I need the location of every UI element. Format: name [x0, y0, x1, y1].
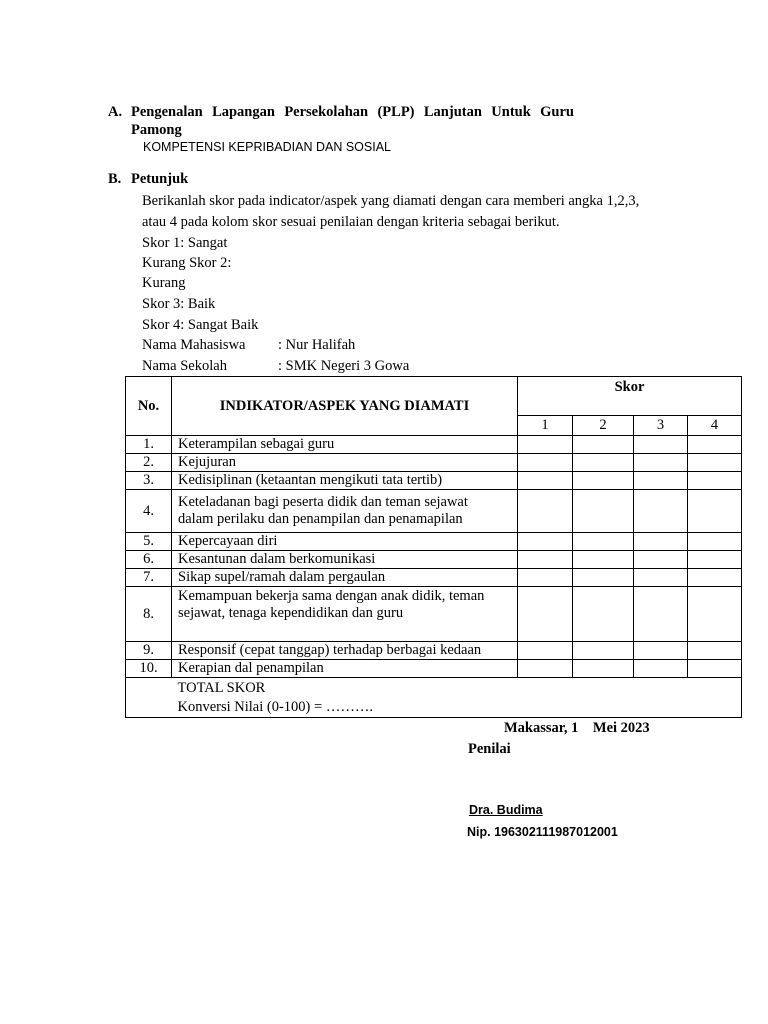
table-row — [126, 490, 742, 533]
table-row — [126, 660, 742, 678]
score-cell[interactable] — [688, 490, 742, 533]
score-cell[interactable] — [688, 587, 742, 642]
school-name-label: Nama Sekolah — [142, 358, 227, 374]
row-number: 9. — [126, 642, 172, 660]
konversi-label: Konversi Nilai (0-100) = ………. — [172, 699, 742, 718]
row-indicator: Kerapian dal penampilan — [172, 660, 518, 678]
row-number: 10. — [126, 660, 172, 678]
section-a-title-line2: Pamong — [131, 122, 182, 138]
instruction-line-1: Berikanlah skor pada indicator/aspek yang diamati dengan cara memberi angka 1,2,3, — [142, 193, 640, 209]
section-a-title-line1: Pengenalan Lapangan Persekolahan (PLP) Lanjutan Untuk Guru — [131, 104, 574, 120]
score-cell[interactable] — [573, 642, 634, 660]
konversi-row — [126, 699, 742, 718]
score-cell[interactable] — [518, 642, 573, 660]
total-row — [126, 678, 742, 699]
section-b-letter: B. — [108, 171, 122, 187]
criteria-line: Skor 1: Sangat — [142, 235, 228, 251]
header-skor: Skor — [518, 377, 742, 416]
score-cell[interactable] — [688, 642, 742, 660]
score-cell[interactable] — [634, 472, 688, 490]
section-a-subtitle: KOMPETENSI KEPRIBADIAN DAN SOSIAL — [143, 140, 391, 154]
table-row — [126, 551, 742, 569]
row-indicator: Kepercayaan diri — [172, 533, 518, 551]
signer-nip: Nip. 196302111987012001 — [467, 825, 618, 839]
criteria-line: Skor 4: Sangat Baik — [142, 317, 259, 333]
score-cell[interactable] — [634, 660, 688, 678]
row-indicator — [172, 490, 518, 533]
table-row — [126, 587, 742, 642]
signer-name: Dra. Budima — [469, 803, 543, 817]
criteria-line: Kurang Skor 2: — [142, 255, 232, 271]
row-number: 4. — [126, 490, 172, 533]
score-cell[interactable] — [518, 472, 573, 490]
score-cell[interactable] — [688, 472, 742, 490]
score-cell[interactable] — [634, 569, 688, 587]
row-indicator: Kejujuran — [172, 454, 518, 472]
skor-col-1: 1 — [518, 416, 573, 436]
score-cell[interactable] — [518, 454, 573, 472]
score-cell[interactable] — [688, 436, 742, 454]
signer-role: Penilai — [468, 741, 511, 757]
section-b-title: Petunjuk — [131, 171, 189, 187]
row-number: 6. — [126, 551, 172, 569]
row-number: 5. — [126, 533, 172, 551]
score-cell[interactable] — [573, 551, 634, 569]
score-cell[interactable] — [518, 660, 573, 678]
skor-col-4: 4 — [688, 416, 742, 436]
row-indicator-line: sejawat, tenaga kependidikan dan guru — [178, 605, 404, 621]
score-cell[interactable] — [634, 533, 688, 551]
criteria-line: Skor 3: Baik — [142, 296, 216, 312]
row-number: 2. — [126, 454, 172, 472]
row-indicator: Kedisiplinan (ketaantan mengikuti tata tertib) — [172, 472, 518, 490]
score-cell[interactable] — [518, 569, 573, 587]
score-cell[interactable] — [688, 660, 742, 678]
section-a-letter: A. — [108, 104, 123, 120]
table-row — [126, 642, 742, 660]
score-cell[interactable] — [573, 533, 634, 551]
score-cell[interactable] — [573, 490, 634, 533]
table-row — [126, 533, 742, 551]
skor-col-3: 3 — [634, 416, 688, 436]
table-row — [126, 472, 742, 490]
total-skor-label: TOTAL SKOR — [172, 678, 742, 699]
row-indicator: Kesantunan dalam berkomunikasi — [172, 551, 518, 569]
score-cell[interactable] — [688, 454, 742, 472]
header-indicator: INDIKATOR/ASPEK YANG DIAMATI — [172, 377, 518, 436]
score-cell[interactable] — [634, 454, 688, 472]
row-indicator: Sikap supel/ramah dalam pergaulan — [172, 569, 518, 587]
score-cell[interactable] — [688, 551, 742, 569]
row-number: 7. — [126, 569, 172, 587]
score-cell[interactable] — [634, 551, 688, 569]
score-cell[interactable] — [573, 472, 634, 490]
table-row — [126, 454, 742, 472]
score-cell[interactable] — [634, 587, 688, 642]
school-name-value: : SMK Negeri 3 Gowa — [278, 358, 410, 374]
score-cell[interactable] — [634, 490, 688, 533]
row-number: 8. — [126, 587, 172, 642]
score-cell[interactable] — [634, 642, 688, 660]
score-cell[interactable] — [573, 660, 634, 678]
row-indicator — [172, 587, 518, 642]
row-indicator-line: Keteladanan bagi peserta didik dan teman sejawat — [178, 494, 468, 510]
score-cell[interactable] — [573, 454, 634, 472]
student-name-value: : Nur Halifah — [278, 337, 356, 353]
row-indicator: Responsif (cepat tanggap) terhadap berbagai kedaan — [172, 642, 518, 660]
row-indicator-line: dalam perilaku dan penampilan dan penamapilan — [178, 511, 463, 527]
row-indicator-line: Kemampuan bekerja sama dengan anak didik, teman — [178, 588, 485, 604]
score-cell[interactable] — [518, 533, 573, 551]
row-number: 3. — [126, 472, 172, 490]
score-cell[interactable] — [518, 436, 573, 454]
score-cell[interactable] — [573, 436, 634, 454]
score-cell[interactable] — [573, 569, 634, 587]
score-cell[interactable] — [688, 533, 742, 551]
score-table — [125, 376, 742, 718]
instruction-line-2: atau 4 pada kolom skor sesuai penilaian dengan kriteria sebagai berikut. — [142, 214, 560, 230]
score-cell[interactable] — [573, 587, 634, 642]
criteria-line: Kurang — [142, 275, 186, 291]
score-cell[interactable] — [518, 587, 573, 642]
score-cell[interactable] — [688, 569, 742, 587]
header-no: No. — [126, 377, 172, 436]
score-cell[interactable] — [518, 551, 573, 569]
score-cell[interactable] — [634, 436, 688, 454]
student-name-label: Nama Mahasiswa — [142, 337, 246, 353]
row-number: 1. — [126, 436, 172, 454]
table-row — [126, 436, 742, 454]
score-cell[interactable] — [518, 490, 573, 533]
table-row — [126, 569, 742, 587]
place-date: Makassar, 1 Mei 2023 — [504, 720, 650, 736]
row-indicator: Keterampilan sebagai guru — [172, 436, 518, 454]
skor-col-2: 2 — [573, 416, 634, 436]
